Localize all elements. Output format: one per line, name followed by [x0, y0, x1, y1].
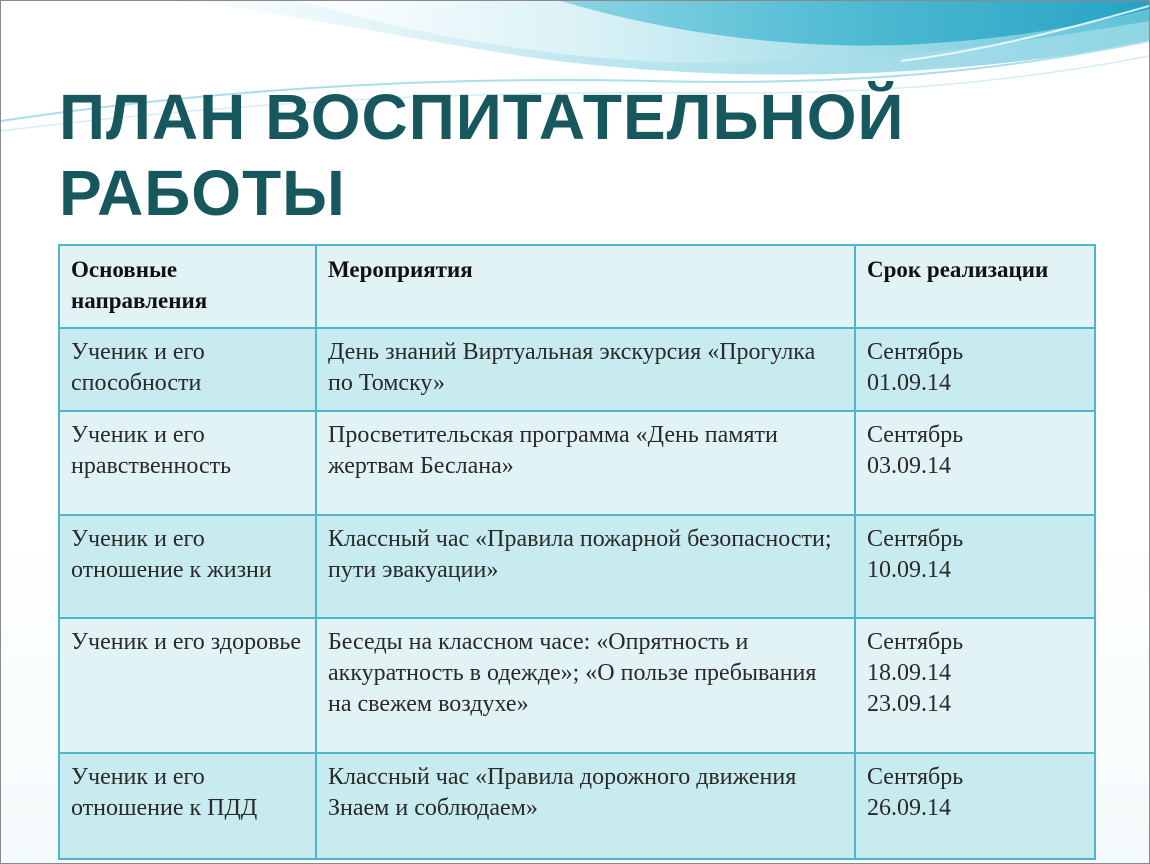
cell-direction: Ученик и его способности	[59, 328, 316, 411]
cell-direction: Ученик и его нравственность	[59, 411, 316, 515]
plan-table	[58, 244, 1096, 860]
cell-date: Сентябрь 26.09.14	[855, 753, 1095, 859]
cell-event: Просветительская программа «День памяти жертвам Беслана»	[316, 411, 855, 515]
table-row	[59, 328, 1095, 411]
header-deadline: Срок реализации	[855, 245, 1095, 328]
cell-event: День знаний Виртуальная экскурсия «Прогулка по Томску»	[316, 328, 855, 411]
cell-date: Сентябрь 18.09.14 23.09.14	[855, 618, 1095, 753]
table-row	[59, 515, 1095, 618]
cell-date: Сентябрь 01.09.14	[855, 328, 1095, 411]
table-header-row	[59, 245, 1095, 328]
cell-date: Сентябрь 10.09.14	[855, 515, 1095, 618]
page-title: ПЛАН ВОСПИТАТЕЛЬНОЙ РАБОТЫ	[59, 81, 905, 229]
cell-event: Беседы на классном часе: «Опрятность и аккуратность в одежде»; «О пользе пребывания на свежем воздухе»	[316, 618, 855, 753]
cell-event: Классный час «Правила пожарной безопасности; пути эвакуации»	[316, 515, 855, 618]
header-directions: Основные направления	[59, 245, 316, 328]
table-row	[59, 411, 1095, 515]
table-row	[59, 753, 1095, 859]
header-events: Мероприятия	[316, 245, 855, 328]
table-row	[59, 618, 1095, 753]
cell-date: Сентябрь 03.09.14	[855, 411, 1095, 515]
cell-direction: Ученик и его отношение к ПДД	[59, 753, 316, 859]
cell-event: Классный час «Правила дорожного движения Знаем и соблюдаем»	[316, 753, 855, 859]
cell-direction: Ученик и его отношение к жизни	[59, 515, 316, 618]
cell-direction: Ученик и его здоровье	[59, 618, 316, 753]
